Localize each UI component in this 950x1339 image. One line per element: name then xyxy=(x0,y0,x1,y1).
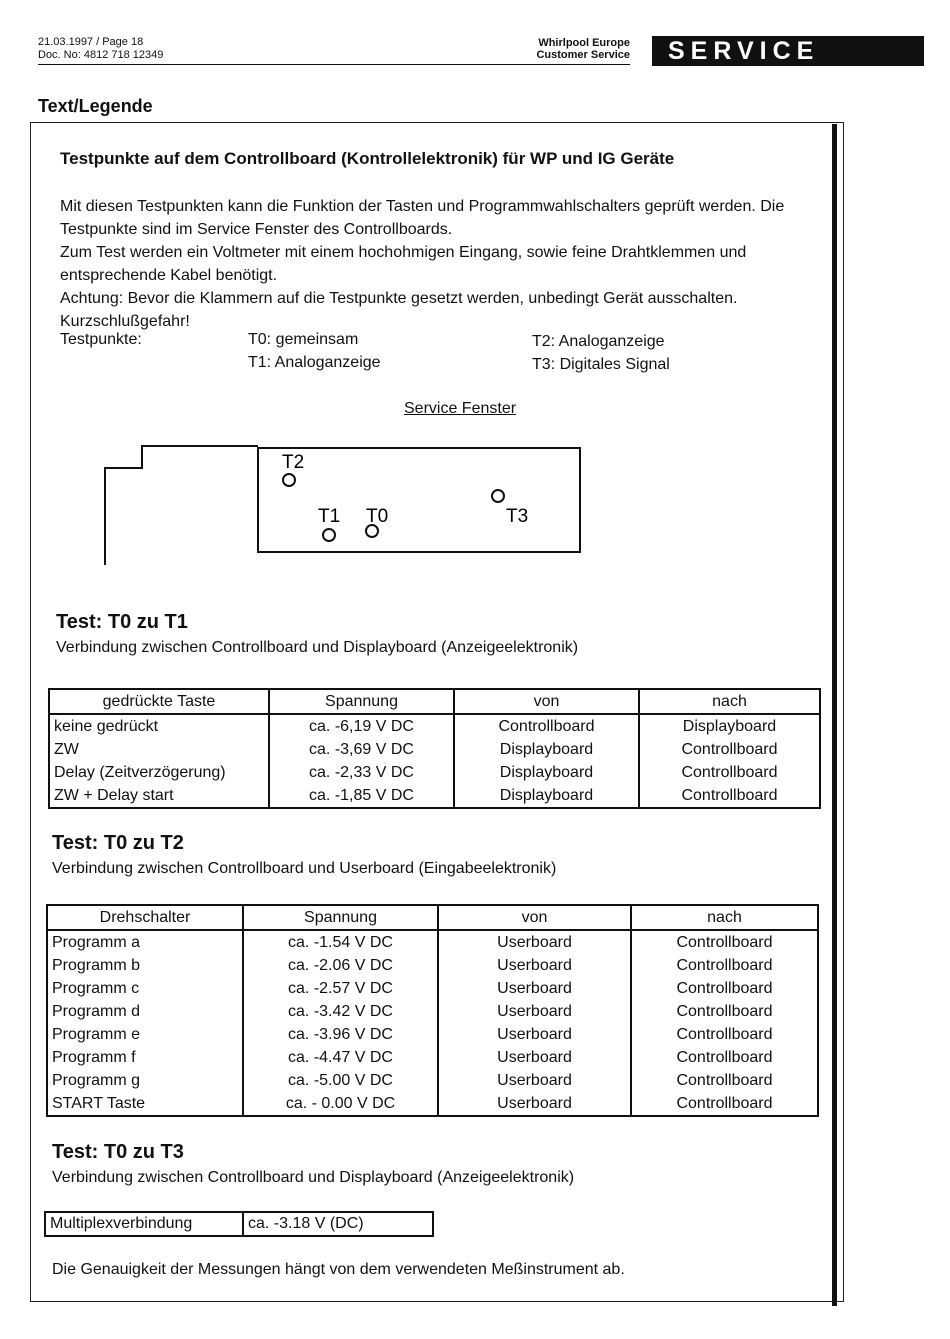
footer-note: Die Genauigkeit der Messungen hängt von dem verwendeten Meßinstrument ab. xyxy=(52,1261,625,1278)
test-t0-t3-table xyxy=(44,1211,434,1237)
cell-voltage: ca. -1.54 V DC xyxy=(243,930,438,954)
cell-to: Controllboard xyxy=(631,1000,818,1023)
cell-switch: Programm a xyxy=(47,930,243,954)
header-company xyxy=(522,37,630,61)
testpoints-label: Testpunkte: xyxy=(60,331,142,348)
cell-to: Controllboard xyxy=(631,1092,818,1116)
cell-switch: Programm g xyxy=(47,1069,243,1092)
header-doc-info xyxy=(38,36,163,62)
table-row xyxy=(49,761,820,784)
doc-number: Doc. No: 4812 718 12349 xyxy=(38,49,164,61)
intro-text xyxy=(60,195,840,333)
table-row xyxy=(47,1046,818,1069)
service-banner: SERVICE xyxy=(652,36,924,66)
column-header: Spannung xyxy=(269,689,454,714)
testpoint-t1-circle xyxy=(323,529,335,541)
cell-to: Controllboard xyxy=(639,761,820,784)
cell-to: Controllboard xyxy=(631,1069,818,1092)
column-header: von xyxy=(454,689,639,714)
testpoint-t0: T0: gemeinsam xyxy=(248,331,359,348)
cell-voltage: ca. -3.96 V DC xyxy=(243,1023,438,1046)
testpoint-t3: T3: Digitales Signal xyxy=(532,356,670,373)
cell-to: Controllboard xyxy=(631,930,818,954)
cell-connection: Multiplexverbindung xyxy=(45,1212,243,1236)
cell-from: Userboard xyxy=(438,1069,631,1092)
section-title: Text/Legende xyxy=(38,96,153,116)
cell-to: Controllboard xyxy=(639,784,820,808)
cell-from: Displayboard xyxy=(454,761,639,784)
cell-switch: Programm c xyxy=(47,977,243,1000)
table-row xyxy=(47,1092,818,1116)
cell-from: Userboard xyxy=(438,954,631,977)
test-t0-t1-title: Test: T0 zu T1 xyxy=(56,611,188,633)
cell-from: Controllboard xyxy=(454,714,639,738)
table-row xyxy=(45,1212,433,1236)
intro-paragraph: Achtung: Bevor die Klammern auf die Testpunkte gesetzt werden, unbedingt Gerät ausschalten. Kurzschlußgefahr! xyxy=(60,290,738,330)
page-heading: Testpunkte auf dem Controllboard (Kontrollelektronik) für WP und IG Geräte xyxy=(60,149,675,168)
column-header: nach xyxy=(639,689,820,714)
cell-to: Controllboard xyxy=(631,954,818,977)
test-t0-t2-table xyxy=(46,904,819,1117)
cell-to: Displayboard xyxy=(639,714,820,738)
test-t0-t2-desc: Verbindung zwischen Controllboard und Userboard (Eingabeelektronik) xyxy=(52,860,557,877)
test-t0-t3-title: Test: T0 zu T3 xyxy=(52,1141,184,1163)
date-page: 21.03.1997 / Page 18 xyxy=(38,36,144,48)
test-t0-t3-desc: Verbindung zwischen Controllboard und Displayboard (Anzeigeelektronik) xyxy=(52,1169,575,1186)
table-row xyxy=(47,930,818,954)
cell-to: Controllboard xyxy=(631,1046,818,1069)
cell-voltage: ca. -6,19 V DC xyxy=(269,714,454,738)
cell-voltage: ca. -2.06 V DC xyxy=(243,954,438,977)
cell-switch: Programm d xyxy=(47,1000,243,1023)
table-row xyxy=(47,1000,818,1023)
cell-voltage: ca. -3,69 V DC xyxy=(269,738,454,761)
board-outline xyxy=(105,446,258,565)
cell-voltage: ca. - 0.00 V DC xyxy=(243,1092,438,1116)
cell-to: Controllboard xyxy=(631,977,818,1000)
label-t1: T1 xyxy=(318,506,341,527)
table-row xyxy=(47,954,818,977)
cell-to: Controllboard xyxy=(631,1023,818,1046)
testpoint-t3-circle xyxy=(492,490,504,502)
cell-to: Controllboard xyxy=(639,738,820,761)
table-row xyxy=(47,1069,818,1092)
department-name: Customer Service xyxy=(536,49,630,61)
service-window-diagram xyxy=(90,440,590,570)
testpoint-t1: T1: Analoganzeige xyxy=(248,354,381,371)
cell-key: ZW xyxy=(49,738,269,761)
cell-from: Userboard xyxy=(438,930,631,954)
cell-key: Delay (Zeitverzögerung) xyxy=(49,761,269,784)
service-window xyxy=(258,448,580,552)
cell-key: ZW + Delay start xyxy=(49,784,269,808)
testpoint-t2: T2: Analoganzeige xyxy=(532,333,665,350)
cell-voltage: ca. -4.47 V DC xyxy=(243,1046,438,1069)
company-name: Whirlpool Europe xyxy=(538,37,630,49)
test-t0-t1-table xyxy=(48,688,821,809)
column-header: Drehschalter xyxy=(47,905,243,930)
cell-from: Userboard xyxy=(438,1092,631,1116)
header-divider xyxy=(38,64,630,65)
cell-voltage: ca. -3.18 V (DC) xyxy=(243,1212,433,1236)
cell-voltage: ca. -2.57 V DC xyxy=(243,977,438,1000)
cell-from: Displayboard xyxy=(454,738,639,761)
cell-from: Userboard xyxy=(438,1023,631,1046)
table-row xyxy=(49,714,820,738)
test-t0-t1-desc: Verbindung zwischen Controllboard und Displayboard (Anzeigeelektronik) xyxy=(56,639,579,656)
cell-voltage: ca. -1,85 V DC xyxy=(269,784,454,808)
cell-voltage: ca. -3.42 V DC xyxy=(243,1000,438,1023)
intro-paragraph: Zum Test werden ein Voltmeter mit einem hochohmigen Eingang, sowie feine Drahtklemmen und entsprechende Kabel benötigt. xyxy=(60,244,747,284)
table-row xyxy=(49,784,820,808)
cell-switch: Programm e xyxy=(47,1023,243,1046)
cell-from: Userboard xyxy=(438,1000,631,1023)
cell-switch: Programm f xyxy=(47,1046,243,1069)
cell-from: Userboard xyxy=(438,977,631,1000)
column-header: von xyxy=(438,905,631,930)
diagram-title: Service Fenster xyxy=(404,400,517,417)
table-row xyxy=(49,738,820,761)
cell-voltage: ca. -2,33 V DC xyxy=(269,761,454,784)
cell-switch: START Taste xyxy=(47,1092,243,1116)
test-t0-t2-title: Test: T0 zu T2 xyxy=(52,832,184,854)
intro-paragraph: Mit diesen Testpunkten kann die Funktion der Tasten und Programmwahlschalters geprüft werden. Die Testpunkte sind im Service Fenster des Controllboards. xyxy=(60,198,785,238)
label-t2: T2 xyxy=(282,452,305,473)
cell-from: Displayboard xyxy=(454,784,639,808)
label-t0: T0 xyxy=(366,506,389,527)
table-header-row xyxy=(47,905,818,930)
cell-key: keine gedrückt xyxy=(49,714,269,738)
label-t3: T3 xyxy=(506,506,529,527)
column-header: gedrückte Taste xyxy=(49,689,269,714)
column-header: nach xyxy=(631,905,818,930)
table-header-row xyxy=(49,689,820,714)
testpoint-t2-circle xyxy=(283,474,295,486)
cell-voltage: ca. -5.00 V DC xyxy=(243,1069,438,1092)
table-row xyxy=(47,1023,818,1046)
cell-from: Userboard xyxy=(438,1046,631,1069)
column-header: Spannung xyxy=(243,905,438,930)
table-row xyxy=(47,977,818,1000)
cell-switch: Programm b xyxy=(47,954,243,977)
